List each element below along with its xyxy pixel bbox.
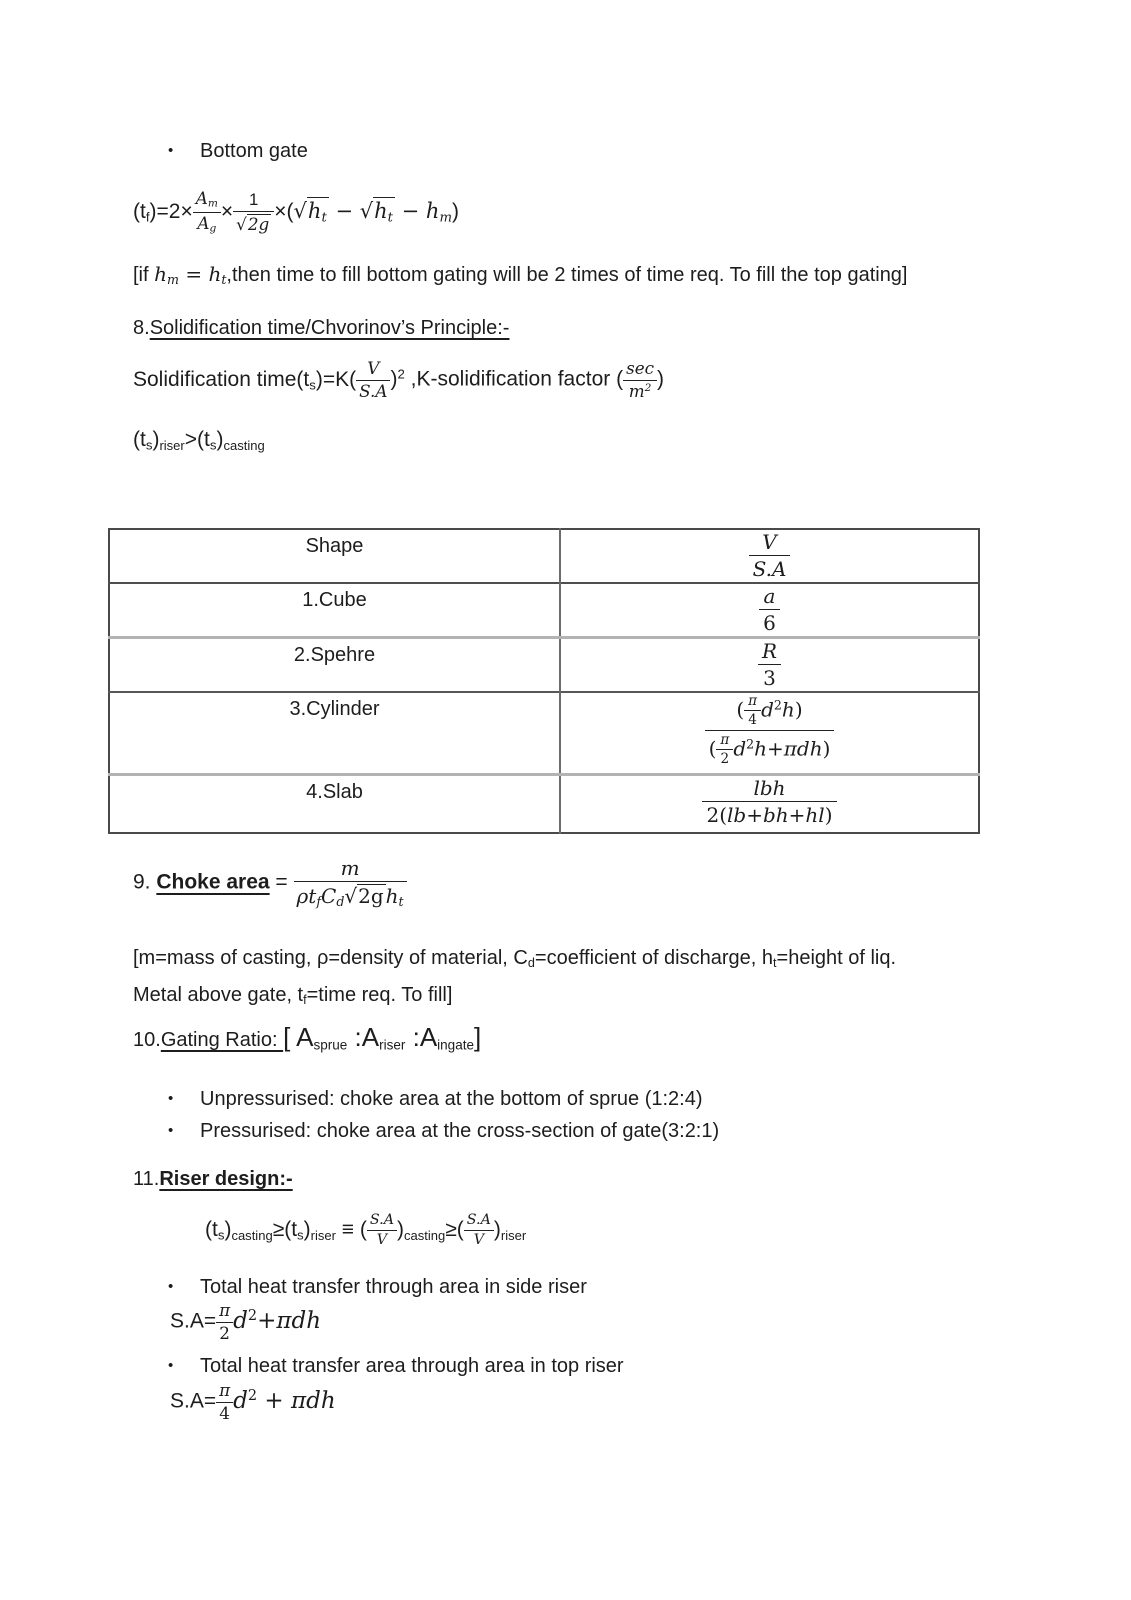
rc-c-open: ( [359, 1218, 367, 1242]
gating-ratio-expression: [ Asprue :Ariser :Aingate] [283, 1022, 482, 1053]
rc-a: (ts) [205, 1218, 232, 1243]
sa2-lead: S.A= [170, 1389, 217, 1413]
ts-a-tag: riser [159, 437, 185, 453]
rc-d-close: ) [493, 1218, 501, 1242]
tf-times1: × [220, 199, 234, 223]
heading8-number: 8. [133, 317, 150, 339]
table-header-row [109, 529, 979, 583]
choke-eq: = [269, 870, 294, 894]
heading-solidification [133, 317, 509, 340]
solid-mid: ,K-solidification factor ( [404, 367, 624, 391]
rc-b: (ts) [284, 1218, 311, 1243]
table-row-cylinder [109, 692, 979, 775]
rc-ge1: ≥ [272, 1218, 285, 1242]
formula-ts-compare [133, 428, 265, 453]
formula-sa-side-riser [170, 1302, 321, 1342]
rc-equiv: ≡ [335, 1218, 360, 1242]
ts-a: (ts) [133, 428, 160, 453]
sa1-d: $d^2+\pi dh$ [233, 1307, 322, 1334]
choke-note-line1: [m=mass of casting, ρ=density of material, Cd=coefficient of discharge, ht=height of liq. [133, 947, 897, 971]
heading8-title: Solidification time/Chvorinov’s Principle:- [149, 317, 510, 339]
ts-b-tag: casting [223, 437, 265, 453]
choke-number: 9. [133, 870, 157, 894]
solid-close2: ) [657, 367, 665, 391]
tf-hm: hm [425, 198, 452, 226]
fraction-1-sqrt2g: $\frac{1}{√2g}$ [233, 191, 274, 233]
solid-close: ) [390, 367, 398, 391]
top-riser-text: Total heat transfer area through area in top riser [200, 1355, 624, 1377]
solid-exponent: 2 [397, 366, 405, 382]
tf-minus2: − [394, 198, 426, 223]
fraction-v-sa: $\frac{V}{S.A}$ [356, 360, 390, 400]
note-ht: ht [208, 262, 227, 288]
slab-ratio: lbh 2(lb+bh+hl) [560, 775, 979, 834]
formula-sa-top-riser [170, 1382, 336, 1422]
bottom-gate-label: Bottom gate [200, 140, 308, 162]
fraction-am-ag: $\frac{Am}{Ag}$ [193, 190, 221, 234]
fill-time-note [133, 262, 908, 287]
fraction-sa-v-riser: $\frac{S.A}{V}$ [464, 1213, 494, 1248]
rc-c-tag: casting [404, 1227, 446, 1243]
spehre-name: 2.Spehre [109, 638, 560, 693]
note-hm: hm [154, 262, 179, 288]
ts-gt: > [184, 428, 198, 451]
bullet-icon: • [168, 1357, 174, 1374]
table-row-spehre [109, 638, 979, 693]
bullet-icon: • [168, 142, 174, 159]
cylinder-ratio: ( $\frac{\pi}{4}$ $d^2h$) ( $\frac{\pi}{2}$ $d^2h+\pi dh$) [560, 692, 979, 775]
slab-name: 4.Slab [109, 775, 560, 834]
formula-choke-area [133, 858, 407, 908]
cylinder-name: 3.Cylinder [109, 692, 560, 775]
sa1-lead: S.A= [170, 1309, 217, 1333]
unpressurised-text: Unpressurised: choke area at the bottom of sprue (1:2:4) [200, 1088, 703, 1110]
table-row-cube [109, 583, 979, 638]
sqrt-ht-2: √ht [359, 198, 393, 226]
rc-ge2: ≥( [445, 1218, 464, 1242]
cube-ratio: $\frac{a}{6}$ [560, 583, 979, 638]
heading10-title: Gating Ratio: [160, 1029, 284, 1051]
choke-note-line2: Metal above gate, tf=time req. To fill] [133, 984, 453, 1008]
ts-b: (ts) [197, 428, 224, 453]
tf-lead: (tf)=2× [133, 199, 193, 225]
cube-name: 1.Cube [109, 583, 560, 638]
tf-times2: ×( [274, 199, 294, 223]
bullet-bottom-gate [168, 140, 308, 163]
formula-riser-compare [205, 1213, 526, 1248]
heading-gating-ratio [133, 1022, 481, 1053]
tf-close: ) [451, 199, 459, 223]
note-eq: = [178, 262, 209, 286]
rc-a-tag: casting [231, 1227, 273, 1243]
rc-c-close: ) [397, 1218, 405, 1242]
formula-solidification-time [133, 360, 664, 400]
bullet-pressurised [168, 1120, 719, 1143]
heading10-number: 10. [133, 1029, 161, 1051]
bullet-side-riser [168, 1276, 587, 1299]
bullet-unpressurised [168, 1088, 703, 1111]
sa2-d: $d^2 + \pi dh$ [233, 1387, 336, 1414]
choke-title: Choke area [156, 870, 270, 894]
note-post: ,then time to fill bottom gating will be 2 times of time req. To fill the top gating] [226, 264, 908, 286]
fraction-choke: m ρtfCd√2g ht [294, 858, 407, 908]
solid-lead: Solidification time(ts)=K( [133, 367, 357, 392]
header-v-sa: $\frac{V}{S.A}$ [560, 529, 979, 583]
heading-riser-design [133, 1168, 293, 1191]
formula-fill-time [133, 190, 459, 234]
bullet-icon: • [168, 1090, 174, 1107]
fraction-sec-m2: sec $m^2$ [623, 360, 657, 400]
note-pre: [if [133, 264, 155, 286]
side-riser-text: Total heat transfer through area in side riser [200, 1276, 587, 1298]
heading11-number: 11. [133, 1168, 160, 1190]
rc-b-tag: riser [310, 1227, 336, 1243]
pressurised-text: Pressurised: choke area at the cross-section of gate(3:2:1) [200, 1120, 720, 1142]
bullet-icon: • [168, 1122, 174, 1139]
heading11-title: Riser design:- [159, 1168, 293, 1190]
bullet-icon: • [168, 1278, 174, 1295]
fraction-pi-2: $\frac{\pi}{2}$ [216, 1302, 233, 1342]
header-shape: Shape [109, 529, 560, 583]
table-row-slab [109, 775, 979, 834]
sqrt-ht-1: √ht [293, 198, 327, 226]
shape-table [108, 528, 980, 834]
choke-note [133, 942, 896, 1016]
fraction-sa-v-casting: $\frac{S.A}{V}$ [367, 1213, 397, 1248]
fraction-pi-4: $\frac{\pi}{4}$ [216, 1382, 233, 1422]
bullet-top-riser [168, 1355, 624, 1378]
spehre-ratio: $\frac{R}{3}$ [560, 638, 979, 693]
tf-minus1: − [328, 198, 360, 223]
rc-d-tag: riser [500, 1227, 527, 1243]
